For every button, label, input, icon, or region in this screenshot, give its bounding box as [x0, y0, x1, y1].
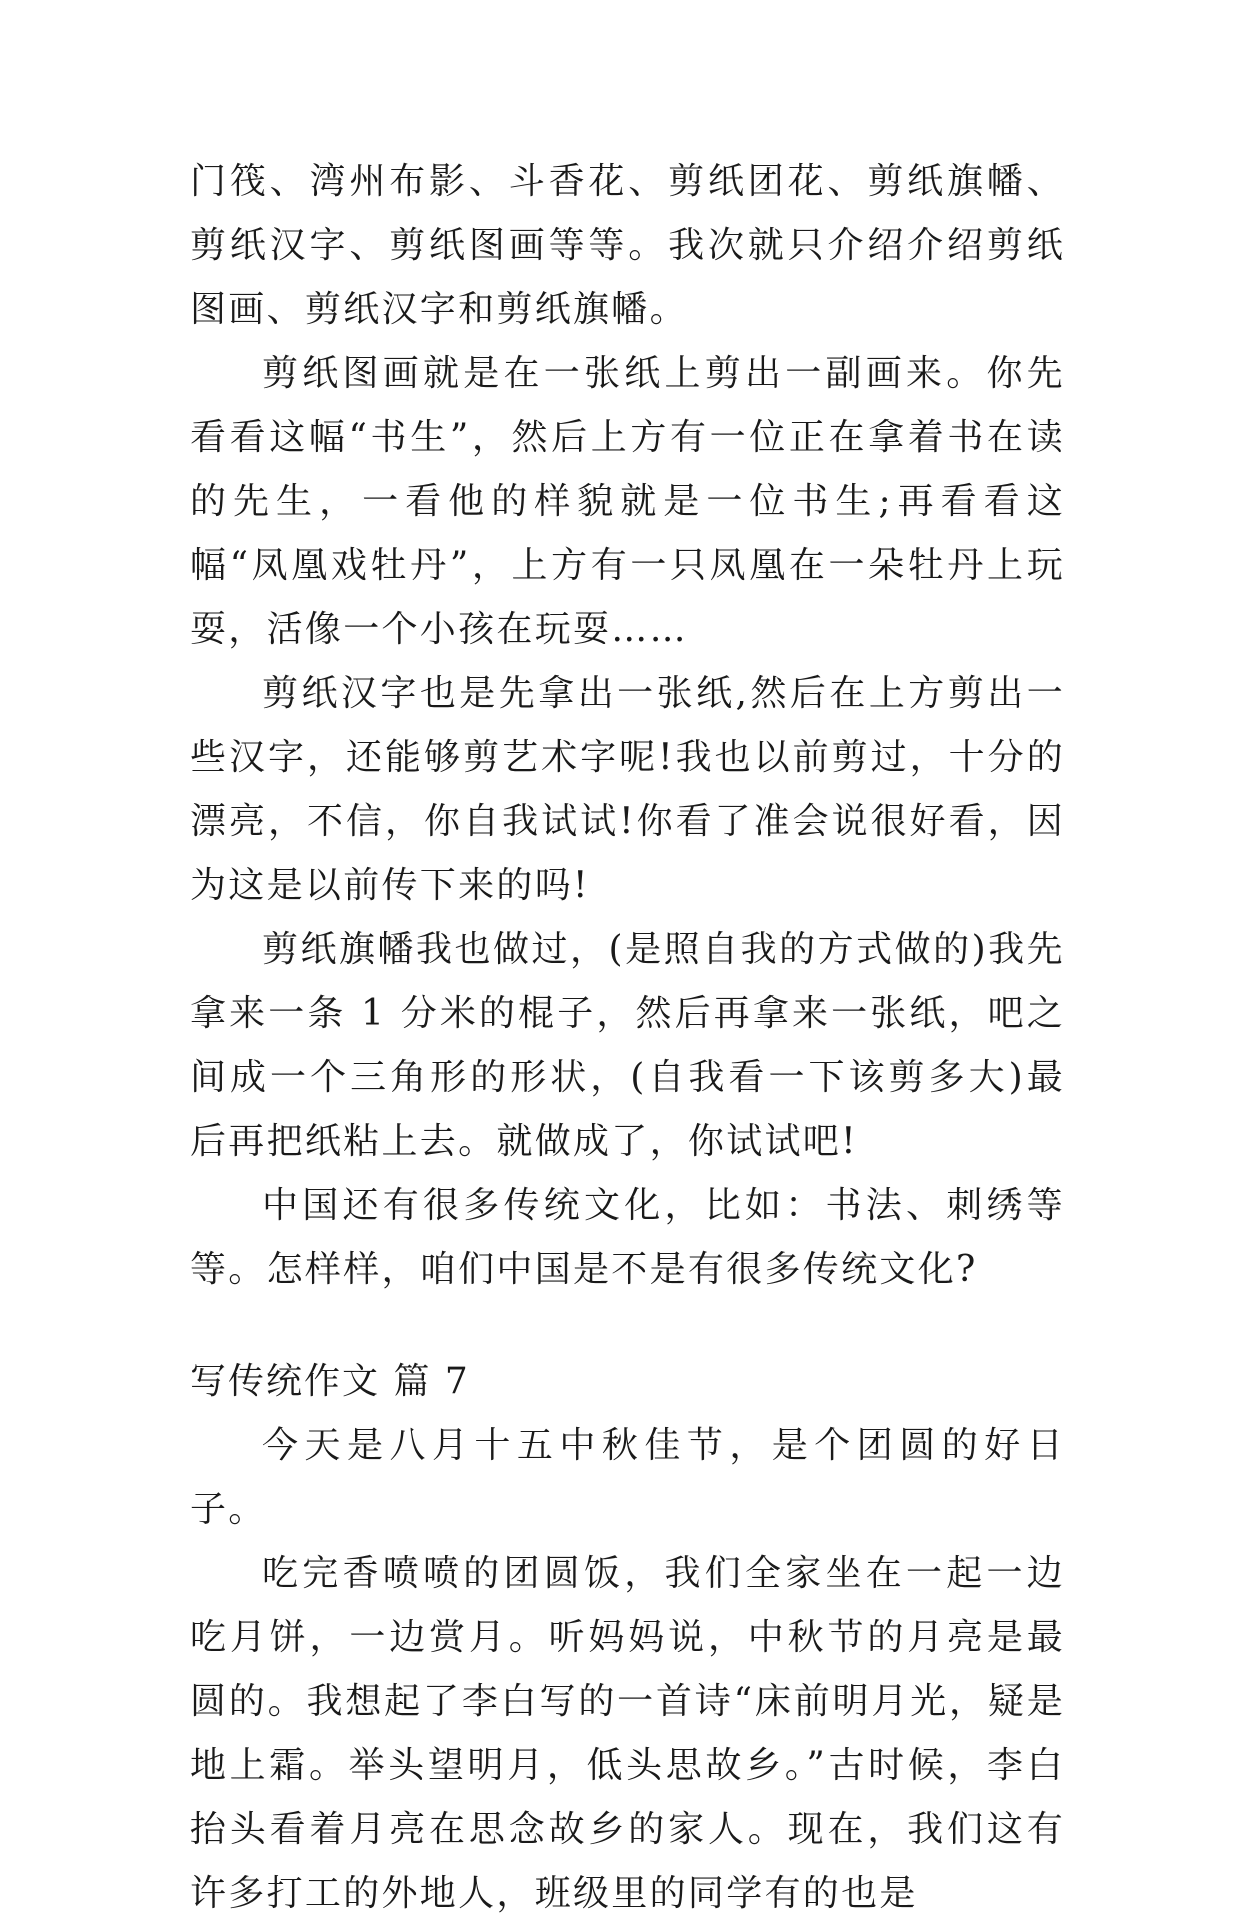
- paragraph-mid-autumn-intro: 今天是八月十五中秋佳节，是个团圆的好日子。: [190, 1425, 1065, 1530]
- paragraph-paper-cut-banners: 剪纸旗幡我也做过，(是照自我的方式做的)我先拿来一条 1 分米的棍子，然后再拿来一张纸，吧之间成一个三角形的形状，(自我看一下该剪多大)最后再把纸粘上去。就做成了，你试试吧!: [190, 929, 1065, 1162]
- document-body: [190, 150, 1065, 1926]
- paragraph-continuation: 门筏、湾州布影、斗香花、剪纸团花、剪纸旗幡、剪纸汉字、剪纸图画等等。我次就只介绍介绍剪纸图画、剪纸汉字和剪纸旗幡。: [190, 161, 1065, 330]
- paragraph-paper-cut-characters: 剪纸汉字也是先拿出一张纸,然后在上方剪出一些汉字，还能够剪艺术字呢!我也以前剪过，十分的漂亮，不信，你自我试试!你看了准会说很好看，因为这是以前传下来的吗!: [190, 673, 1065, 906]
- section-heading: 写传统作文 篇 7: [190, 1361, 470, 1402]
- paragraph-mid-autumn-moon: 吃完香喷喷的团圆饭，我们全家坐在一起一边吃月饼，一边赏月。听妈妈说，中秋节的月亮是最圆的。我想起了李白写的一首诗“床前明月光，疑是地上霜。举头望明月，低头思故乡。”古时候，李白抬头看着月亮在思念故乡的家人。现在，我们这有许多打工的外地人，班级里的同学有的也是: [190, 1553, 1065, 1914]
- paragraph-paper-cut-pictures: 剪纸图画就是在一张纸上剪出一副画来。你先看看这幅“书生”，然后上方有一位正在拿着书在读的先生，一看他的样貌就是一位书生;再看看这幅“凤凰戏牡丹”，上方有一只凤凰在一朵牡丹上玩耍，活像一个小孩在玩耍……: [190, 353, 1065, 650]
- paragraph-traditional-culture: 中国还有很多传统文化，比如：书法、刺绣等等。怎样样，咱们中国是不是有很多传统文化?: [190, 1185, 1065, 1290]
